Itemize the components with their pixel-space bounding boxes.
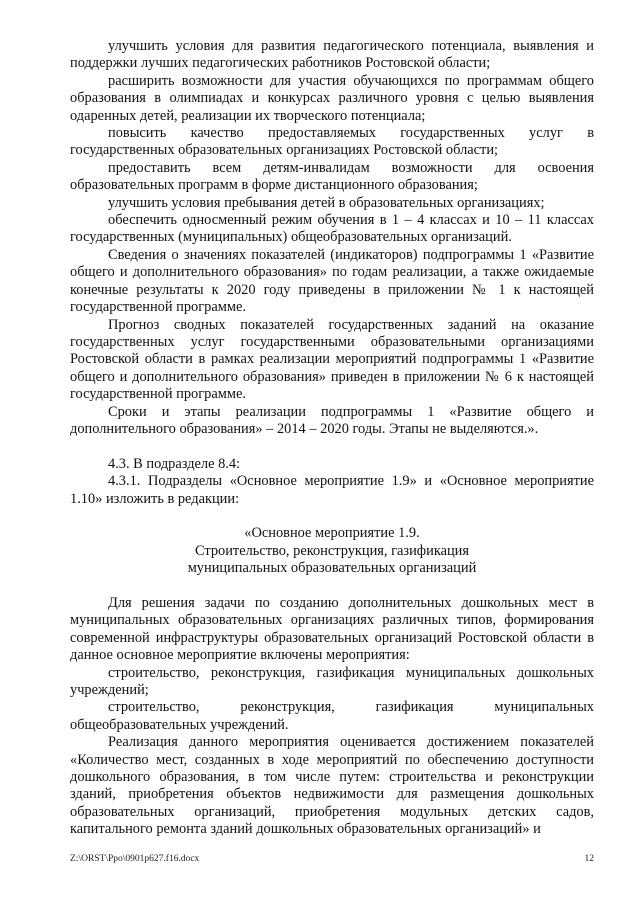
paragraph: обеспечить односменный режим обучения в 1 – 4 классах и 10 – 11 классах государственных (муниципальных) общеобразовательных организаций.	[70, 212, 594, 246]
title-line: Строительство, реконструкция, газификация	[194, 542, 470, 559]
paragraph: улучшить условия для развития педагогического потенциала, выявления и поддержки лучших педагогических работников Ростовской области;	[70, 38, 594, 72]
file-path: Z:\ORST\Ppo\0901p627.f16.docx	[70, 854, 200, 864]
title-line: муниципальных образовательных организаций	[187, 560, 477, 577]
section-heading: 4.3. В подразделе 8.4:	[108, 455, 241, 472]
paragraph: улучшить условия пребывания детей в образовательных организациях;	[108, 194, 545, 211]
paragraph: строительство, реконструкция, газификация муниципальных дошкольных учреждений;	[70, 664, 594, 698]
paragraph: повысить качество предоставляемых государственных услуг в государственных образовательных организациях Ростовской области;	[70, 125, 594, 159]
subsection-paragraph: 4.3.1. Подразделы «Основное мероприятие 1.9» и «Основное мероприятие 1.10» изложить в редакции:	[70, 473, 594, 507]
paragraph: строительство, реконструкция, газификация муниципальных общеобразовательных учреждений.	[70, 699, 594, 733]
paragraph: Сроки и этапы реализации подпрограммы 1 «Развитие общего и дополнительного образования» – 2014 – 2020 годы. Этапы не выделяются.».	[70, 403, 594, 437]
document-body	[70, 38, 594, 839]
paragraph: предоставить всем детям-инвалидам возможности для освоения образовательных программ в форме дистанционного образования;	[70, 159, 594, 194]
paragraph: Прогноз сводных показателей государственных заданий на оказание государственных услуг государственными образовательными организациями Ростовской области в рамках реализации мероприятий подпрограммы 1 «Развитие общего и дополнительного образования» приведен в приложении № 6 к настоящей государственной программе.	[70, 316, 594, 403]
paragraph: Сведения о значениях показателей (индикаторов) подпрограммы 1 «Развитие общего и дополнительного образования» по годам реализации, а также ожидаемые конечные результаты к 2020 году приведены в приложении № 1 к настоящей государственной программе.	[70, 246, 594, 316]
paragraph: расширить возможности для участия обучающихся по программам общего образования в олимпиадах и конкурсах различного уровня с целью выявления одаренных детей, реализации их творческого потенциала;	[70, 72, 594, 124]
title-line: «Основное мероприятие 1.9.	[244, 525, 420, 542]
paragraph: Для решения задачи по созданию дополнительных дошкольных мест в муниципальных образовательных организациях различных типов, формирования современной инфраструктуры образовательных организаций Ростовской области в данное основное мероприятие включены мероприятия:	[70, 594, 594, 664]
page-number: 12	[584, 854, 594, 864]
paragraph: Реализация данного мероприятия оценивается достижением показателей «Количество мест, созданных в ходе мероприятий по обеспечению доступности дошкольного образования, в том числе путем: строительства и реконструкции зданий, приобретения объектов недвижимости для размещения дошкольных образовательных организаций, приобретения модульных детских садов, капитального ремонта зданий дошкольных образовательных организаций» и	[70, 734, 594, 838]
